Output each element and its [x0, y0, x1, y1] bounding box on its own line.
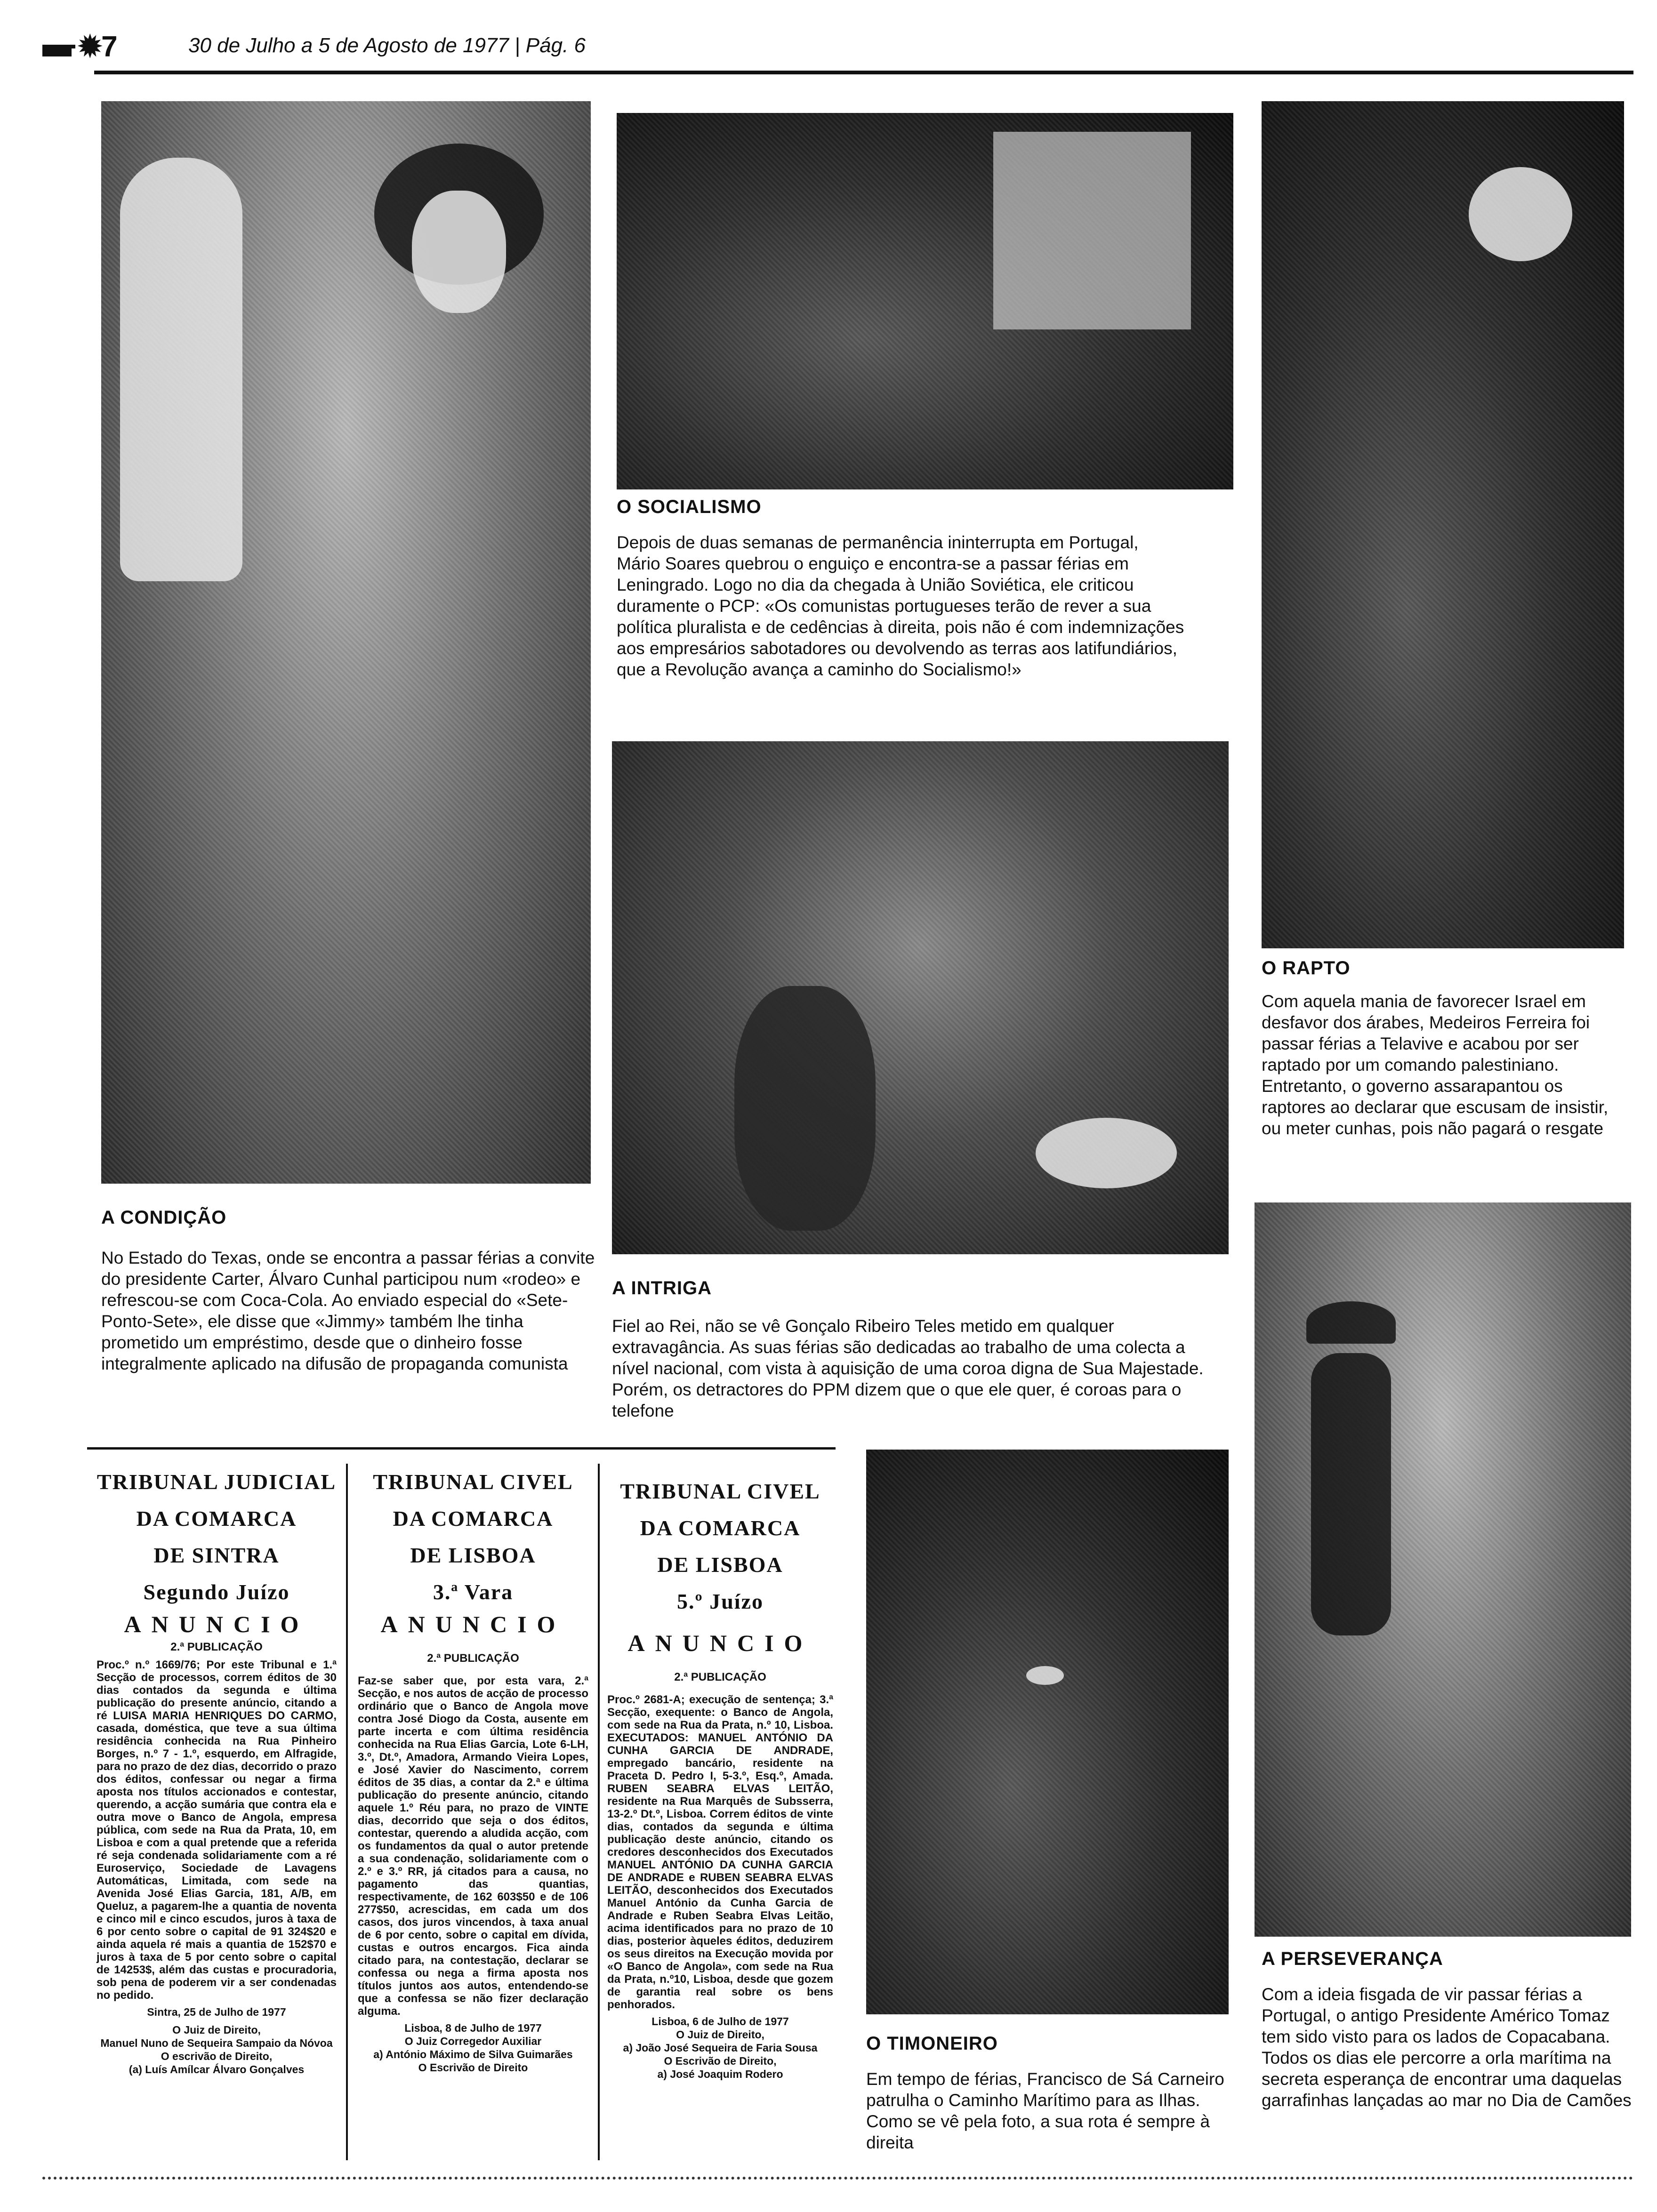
notices-divider-2 [598, 1464, 600, 2160]
story-body-perseveranca: Com a ideia fisgada de vir passar férias a Portugal, o antigo Presidente Américo Tomaz tem sido visto para os lados de Copacabana. Todos os dias ele percorre a orla marítima na secreta esperança de encontrar uma daquelas garrafinhas lançadas ao mar no Dia de Camões [1262, 1985, 1632, 2110]
story-body-intriga: Fiel ao Rei, não se vê Gonçalo Ribeiro Teles metido em qualquer extravagância. As suas férias são dedicadas ao trabalho de uma colecta a nível nacional, com vista à aquisição de uma coroa digna de Sua Majestade. Porém, os detractores do PPM dizem que o que ele quer, é coroas para o telefone [612, 1316, 1204, 1420]
notice-lisboa3-line3: DE LISBOA [410, 1543, 536, 1567]
issue-date-line: 30 de Julho a 5 de Agosto de 1977 | Pág. 6 [188, 34, 586, 57]
notice-lisboa3-line1: TRIBUNAL CIVEL [373, 1470, 573, 1494]
story-body-rapto: Com aquela mania de favorecer Israel em desfavor dos árabes, Medeiros Ferreira foi passar férias a Telavive e acabou por ser raptado por um comando palestiniano. Entretanto, o governo assarapantou os raptores ao declarar que escusam de insistir, ou meter cunhas, pois não pagará o resgate [1262, 992, 1609, 1138]
notice-lisboa5-sign4: a) José Joaquim Rodero [657, 2068, 783, 2080]
notice-lisboa5-line3: DE LISBOA [657, 1553, 783, 1577]
story-body-socialismo: Depois de duas semanas de permanência ininterrupta em Portugal, Mário Soares quebrou o enguiço e encontra-se a passar férias em Leningrado. Logo no dia da chegada à União Soviética, ele criticou duramente o PCP: «Os comunistas portugueses terão de rever a sua política pluralista e de cedências à direita, pois não é com indemnizações aos empresários sabotadores ou devolvendo as terras aos latifundiários, que a Revolução avança a caminho do Socialismo!» [617, 533, 1184, 679]
notice-sintra-line2: DA COMARCA [136, 1507, 297, 1531]
story-body-condicao: No Estado do Texas, onde se encontra a passar férias a convite do presidente Carter, Álvaro Cunhal participou num «rodeo» e refrescou-se com Coca-Cola. Ao enviado especial do «Sete-Ponto-Sete», ele disse que «Jimmy» também lhe tinha prometido um empréstimo, desde que o dinheiro fosse integralmente aplicado na difusão de propaganda comunista [101, 1248, 595, 1373]
masthead-logo: ▬ ✹7 [42, 31, 117, 63]
photo-perseveranca [1255, 1202, 1631, 1937]
notice-sintra-sign3: O escrivão de Direito, [161, 2050, 273, 2062]
story-title-timoneiro: O TIMONEIRO [866, 2033, 998, 2054]
notice-lisboa5-anuncio: ANUNCIO [627, 1630, 813, 1656]
notice-lisboa3-sign1: O Juiz Corregedor Auxiliar [404, 2035, 542, 2047]
cap-figure [1306, 1301, 1396, 1344]
notice-lisboa3-body: Faz-se saber que, por esta vara, 2.ª Secção, e nos autos de acção de processo ordinário que o Banco de Angola move contra José Diogo da Costa, ausente em parte incerta e com última residência conhecida na Rua Elias Garcia, Lote 6-LH, 3.º, Dt.º, Amadora, Armando Vieira Lopes, e José Xavier do Nascimento, correm éditos de 35 dias, a contar da 2.ª e última publicação do presente anúncio, citando aquele 1.º Réu para, no prazo de VINTE dias, decorrido que seja o dos éditos, contestar, querendo a aludida acção, com os fundamentos da qual o autor pretende a sua condenação, solidariamente com o 2.º e 3.º RR, já citados para a causa, no pagamento das quantias, respectivamente, de 162 603$50 e de 106 277$50, acrescidas, em cada um dos casos, dos juros vincendos, à taxa anual de 6 por cento, sobre o capital em dívida, custas e outros encargos. Fica ainda citado para, na contestação, declarar se confessa ou nega a firma aposta nos títulos juntos aos autos, entendendo-se que a confessa se não fizer declaração alguma. [358, 1675, 588, 2018]
notice-lisboa3-sign3: O Escrivão de Direito [418, 2061, 528, 2074]
face-figure [412, 191, 506, 313]
story-title-socialismo: O SOCIALISMO [617, 497, 762, 517]
window-figure [993, 132, 1191, 329]
notice-lisboa-5juizo [607, 1473, 833, 2081]
header-rule [94, 71, 1633, 74]
notice-lisboa5-line1: TRIBUNAL CIVEL [620, 1479, 820, 1503]
notice-sintra-sign2: Manuel Nuno de Sequeira Sampaio da Nóvoa [100, 2037, 333, 2049]
notice-lisboa3-date: Lisboa, 8 de Julho de 1977 [404, 2022, 542, 2034]
notice-sintra-line4: Segundo Juízo [143, 1580, 290, 1604]
bottom-dotted-rule [42, 2177, 1633, 2180]
notice-lisboa3-line4: 3.ª Vara [433, 1580, 514, 1604]
photo-socialismo [617, 113, 1233, 489]
notice-lisboa5-line2: DA COMARCA [640, 1516, 801, 1540]
hand-figure [1036, 1118, 1177, 1188]
notice-lisboa5-sign2: a) João José Sequeira de Faria Sousa [623, 2042, 818, 2054]
notice-lisboa5-pub: 2.ª PUBLICAÇÃO [674, 1671, 766, 1683]
notice-lisboa3-line2: DA COMARCA [393, 1507, 554, 1531]
notice-lisboa5-sign1: O Juiz de Direito, [676, 2028, 764, 2041]
notice-lisboa3-anuncio: ANUNCIO [380, 1611, 566, 1637]
notice-sintra-body: Proc.º n.º 1669/76; Por este Tribunal e 1.ª Secção de processos, correm éditos de 30 dias contados da segunda e última publicação do presente anúncio, citando a ré LUISA MARIA HENRIQUES DO CARMO, casada, doméstica, que teve a sua última residência conhecida na Rua Pinheiro Borges, n.º 7 - 1.º, esquerdo, em Alfragide, para no prazo de dez dias, decorrido o prazo dos éditos, confessar ou negar a firma aposta nos títulos accionados e contestar, querendo, a acção sumária que contra ela e outra move o Banco de Angola, empresa pública, com sede na Rua da Prata, 10, em Lisboa e com a qual pretende que a referida ré seja condenada solidariamente com a ré Euroserviço, Sociedade de Lavagens Automáticas, Limitada, com sede na Avenida José Elias Garcia, 181, A/B, em Queluz, a pagarem-lhe a quantia de noventa e cinco mil e cinco escudos, juros à taxa de 6 por cento sobre o capital de 91 324$20 e ainda aquela ré mais a quantia de 152$70 e juros à taxa de 5 por cento sobre o capital de 14253$, além das custas e procuradoria, sob pena de poderem vir a ser condenadas no pedido. [97, 1659, 337, 2002]
story-title-perseveranca: A PERSEVERANÇA [1262, 1948, 1443, 1969]
notice-sintra-anuncio: ANUNCIO [124, 1611, 309, 1637]
story-title-condicao: A CONDIÇÃO [101, 1207, 227, 1228]
notice-lisboa-3vara [358, 1464, 588, 2074]
horse-figure [120, 158, 242, 581]
notice-sintra-sign1: O Juiz de Direito, [172, 2024, 261, 2036]
story-title-rapto: O RAPTO [1262, 958, 1351, 978]
turban-figure [1469, 167, 1572, 261]
notice-sintra-sign4: (a) Luís Amílcar Álvaro Gonçalves [129, 2063, 305, 2076]
notice-lisboa3-pub: 2.ª PUBLICAÇÃO [427, 1652, 519, 1665]
story-title-intriga: A INTRIGA [612, 1278, 712, 1298]
telephone-figure [734, 986, 876, 1231]
notice-sintra-line1: TRIBUNAL JUDICIAL [97, 1470, 337, 1494]
notice-lisboa5-sign3: O Escrivão de Direito, [664, 2055, 777, 2067]
notice-lisboa5-line4: 5.º Juízo [677, 1589, 764, 1613]
notice-lisboa5-body: Proc.º 2681-A; execução de sentença; 3.ª Secção, exequente: o Banco de Angola, com sede na Rua da Prata, n.º 10, Lisboa. EXECUTADOS: MANUEL ANTÓNIO DA CUNHA GARCIA DE ANDRADE, empregado bancário, residente na Praceta D. Pedro I, 5-3.º, Esq.º, Amada. RUBEN SEABRA ELVAS LEITÃO, residente na Rua Marquês de Subsserra, 13-2.º Dt.º, Lisboa. Correm éditos de vinte dias, contados da segunda e última publicação deste anúncio, citando os credores desconhecidos dos Executados MANUEL ANTÓNIO DA CUNHA GARCIA DE ANDRADE e RUBEN SEABRA ELVAS LEITÃO, desconhecidos dos Executados Manuel António da Cunha Garcia de Andrade e Ruben Seabra Elvas Leitão, acima identificados para no prazo de 10 dias, posterior àqueles éditos, deduzirem os seus direitos na Execução movida por «O Banco de Angola», com sede na Rua da Prata, n.º10, Lisboa, desde que gozem de garantia real sobre os bens penhorados. [607, 1693, 833, 2011]
notices-top-rule [87, 1447, 836, 1450]
notice-lisboa3-sign2: a) António Máximo de Silva Guimarães [373, 2048, 573, 2060]
photo-condicao [101, 101, 591, 1184]
photo-rapto [1262, 101, 1624, 948]
photo-timoneiro [866, 1450, 1229, 2014]
boatman-figure [1026, 1666, 1064, 1685]
notice-sintra-pub: 2.ª PUBLICAÇÃO [170, 1641, 263, 1653]
man-figure [1311, 1353, 1391, 1635]
photo-intriga [612, 741, 1229, 1254]
notice-lisboa5-date: Lisboa, 6 de Julho de 1977 [652, 2015, 789, 2028]
notices-divider-1 [346, 1464, 348, 2160]
story-body-timoneiro: Em tempo de férias, Francisco de Sá Carneiro patrulha o Caminho Marítimo para as Ilhas. Como se vê pela foto, a sua rota é sempre à direita [866, 2069, 1224, 2152]
notice-sintra-line3: DE SINTRA [153, 1543, 280, 1567]
notice-sintra-date: Sintra, 25 de Julho de 1977 [147, 2006, 286, 2018]
notice-sintra [97, 1464, 337, 2076]
